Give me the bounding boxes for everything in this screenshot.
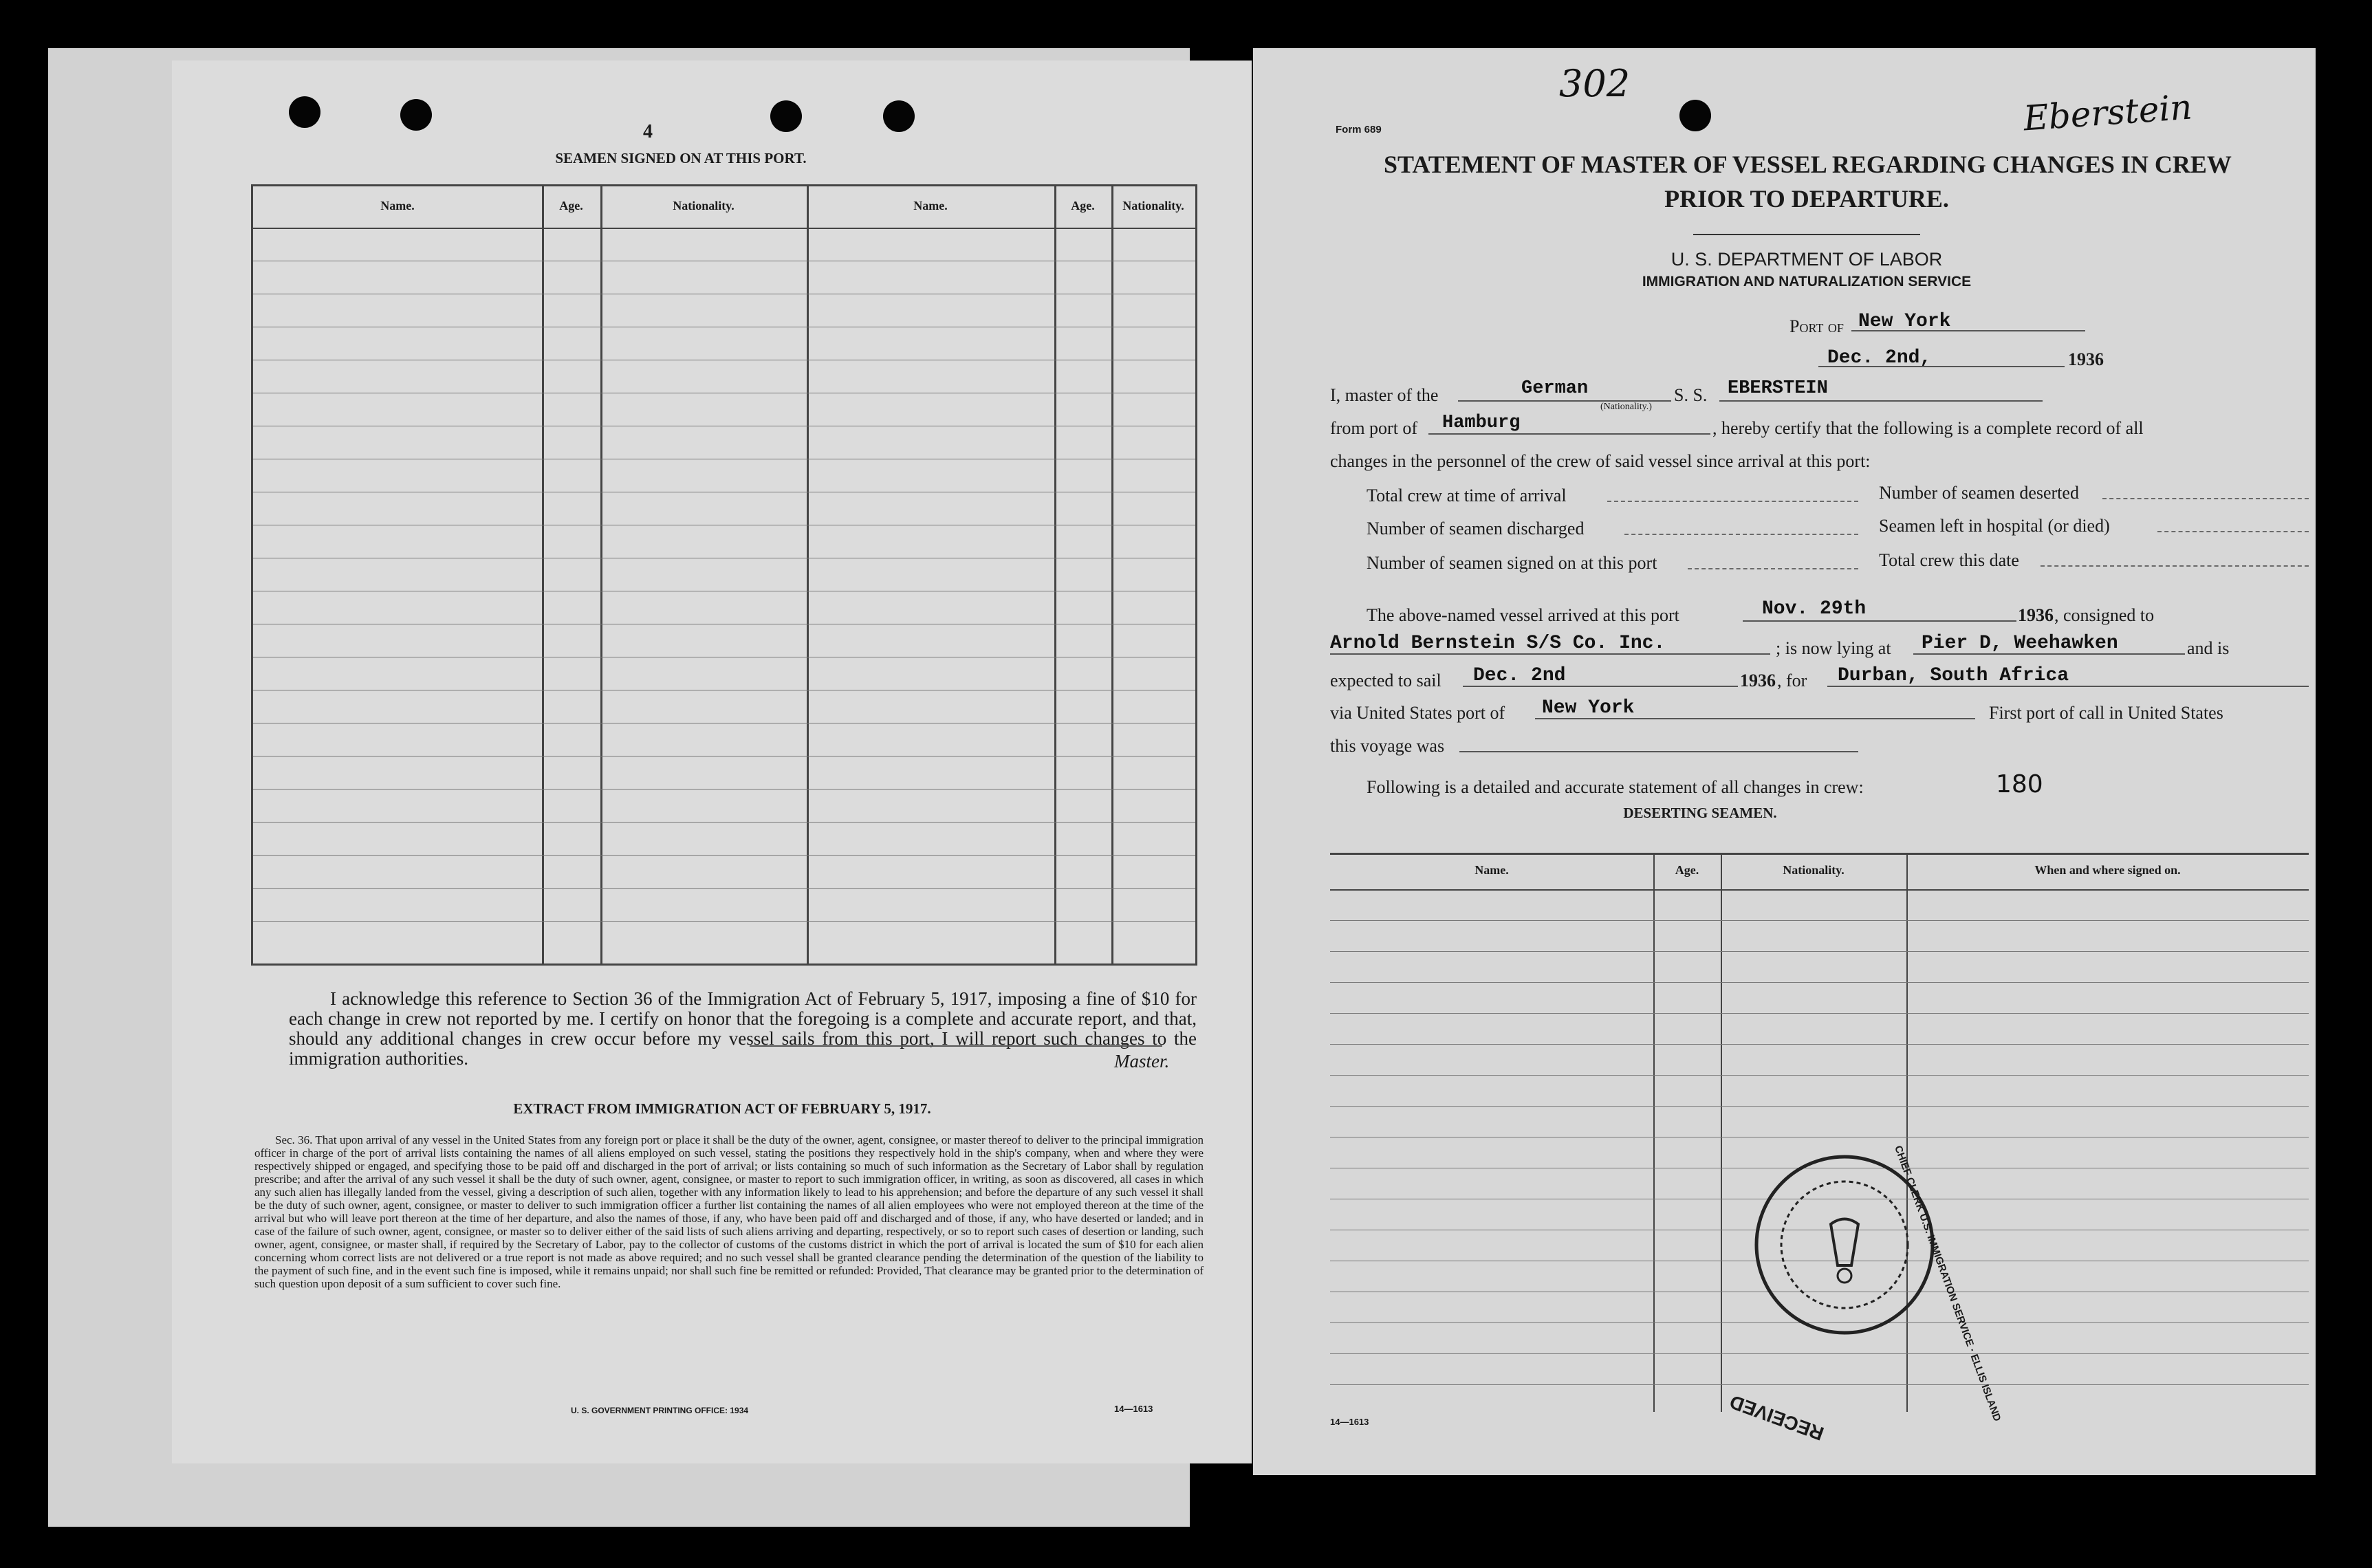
via-label: via United States port of (1330, 703, 1505, 723)
changes-text: changes in the personnel of the crew of said vessel since arrival at this port: (1330, 451, 1871, 471)
from-port-label: from port of (1330, 418, 1418, 438)
crew-count: 180 (1996, 770, 2043, 798)
col-age: Age. (1675, 863, 1699, 877)
department: U. S. DEPARTMENT OF LABOR (1671, 249, 1943, 270)
consignee-value: Arnold Bernstein S/S Co. Inc. (1330, 633, 1666, 654)
this-voyage-label: this voyage was (1330, 736, 1445, 756)
date-year: 1936 (2068, 349, 2104, 369)
punch-hole (400, 99, 432, 131)
expected-sail-label: expected to sail (1330, 671, 1441, 690)
destination: Durban, South Africa (1838, 665, 2069, 686)
acknowledgment: I acknowledge this reference to Section 36 of the Immigration Act of February 5, 1917, imposing a fine of $10 for each change in crew not reported by me. I certify on honor that the foregoing is a complete and accurate report, and that, should any additional changes in crew occur before my vessel sails from this port, I will report such changes to the immigration authorities. (289, 988, 1197, 1069)
ss-label: S. S. (1674, 385, 1708, 405)
stamp-received: RECEIVED (1726, 1391, 1827, 1445)
form-code-left: 14—1613 (1114, 1404, 1153, 1414)
nationality-caption: (Nationality.) (1600, 402, 1652, 412)
handwritten-signature: Eberstein (2022, 87, 2194, 139)
nationality-value: German (1521, 378, 1589, 399)
arrived-year: 1936 (2018, 605, 2054, 625)
first-call-label: First port of call in United States (1989, 703, 2223, 723)
port-value: New York (1858, 311, 1951, 332)
master-label: Master. (1114, 1051, 1170, 1071)
sail-year: 1936 (1740, 671, 1776, 690)
title-line-2: PRIOR TO DEPARTURE. (1664, 185, 1949, 213)
now-lying-label: ; is now lying at (1776, 638, 1891, 658)
extract-title: EXTRACT FROM IMMIGRATION ACT OF FEBRUARY 5, 1917. (513, 1100, 931, 1117)
following-text: Following is a detailed and accurate statement of all changes in crew: (1367, 777, 1864, 797)
deserting-title: DESERTING SEAMEN. (1623, 805, 1777, 821)
punch-hole (770, 100, 802, 132)
printing-office: U. S. GOVERNMENT PRINTING OFFICE: 1934 (571, 1406, 749, 1415)
seamen-signed-title: SEAMEN SIGNED ON AT THIS PORT. (555, 150, 807, 166)
left-hospital-label: Seamen left in hospital (or died) (1879, 516, 2110, 536)
stamp-ring-text: CHIEF CLERK U.S. IMMIGRATION SERVICE · ELLIS ISLAND (1892, 1144, 2003, 1424)
seamen-deserted-label: Number of seamen deserted (1879, 483, 2079, 503)
col-age-2: Age. (1071, 199, 1095, 213)
service: IMMIGRATION AND NATURALIZATION SERVICE (1642, 274, 1972, 290)
certify-text: , hereby certify that the following is a complete record of all (1712, 418, 2144, 438)
for-label: , for (1777, 671, 1807, 690)
col-name: Name. (380, 199, 415, 213)
form-label: Form 689 (1336, 124, 1382, 135)
ship-name: EBERSTEIN (1728, 378, 1828, 399)
col-when-where: When and where signed on. (2034, 863, 2181, 877)
right-page (1253, 48, 2316, 1475)
consigned-to-label: , consigned to (2054, 605, 2155, 625)
punch-hole (1679, 100, 1711, 131)
col-name-2: Name. (913, 199, 948, 213)
col-nationality: Nationality. (1783, 863, 1845, 877)
punch-hole (289, 96, 320, 128)
title-line-1: STATEMENT OF MASTER OF VESSEL REGARDING CHANGES IN CREW (1384, 151, 2232, 178)
extract-text: Sec. 36. That upon arrival of any vessel in the United States from any foreign port or place it shall be the duty of the owner, agent, consignee, or master thereof to deliver to the principal immigration officer in charge of the port of arrival lists containing the names of all aliens employed on such vessel, stating the positions they respectively hold in the ship's company, when and where they were respectively shipped or engaged, and specifying those to be paid off and discharged in the port of arrival; or lists containing so much of such information as the Secretary of Labor shall by regulation prescribe; and after the arrival of any such vessel it shall be the duty of such owner, agent, consignee, or master to report to such immigration officer, in writing, as soon as discovered, all cases in which any such alien has illegally landed from the vessel, giving a description of such alien, together with any information likely to lead to his apprehension; and before the departure of any such vessel it shall be the duty of such owner, agent, consignee, or master to deliver to such immigration officer a further list containing the names of all alien employees who were not employed thereon at the time of the arrival but who will leave port thereon at the time of her departure, and also the names of those, if any, who have been paid off and discharged and of those, if any, who have deserted or landed; and in case of the failure of such owner, agent, consignee, or master so to deliver either of the said lists of such aliens arriving and departing, respectively, or so to report such cases of desertion or landing, such owner, agent, consignee, or master shall, if required by the Secretary of Labor, pay to the collector of customs of the customs district in which the port of arrival is located the sum of $10 for each alien concerning whom correct lists are not delivered or a true report is not made as above required; and no such vessel shall be granted clearance pending the determination of the question of the liability to the payment of such fine, and in the event such fine is imposed, while it remains unpaid; nor shall such fine be remitted or refunded: Provided, That clearance may be granted prior to the determination of such question upon deposit of a sum sufficient to cover such fine. (254, 1133, 1204, 1290)
lying-value: Pier D, Weehawken (1922, 633, 2118, 654)
total-crew-arrival-label: Total crew at time of arrival (1367, 486, 1567, 505)
handwritten-number: 302 (1559, 62, 1631, 105)
arrived-value: Nov. 29th (1762, 598, 1867, 620)
total-crew-date-label: Total crew this date (1879, 550, 2019, 570)
col-name: Name. (1475, 863, 1509, 877)
col-nationality-2: Nationality. (1122, 199, 1184, 213)
page-number: 4 (643, 121, 653, 142)
from-port-value: Hamburg (1442, 413, 1521, 433)
master-of-label: I, master of the (1330, 385, 1439, 405)
col-nationality: Nationality. (673, 199, 735, 213)
left-page (172, 61, 1252, 1463)
signed-on-label: Number of seamen signed on at this port (1367, 553, 1657, 573)
date-value: Dec. 2nd, (1827, 347, 1932, 369)
sail-date: Dec. 2nd (1473, 665, 1566, 686)
seamen-discharged-label: Number of seamen discharged (1367, 519, 1585, 538)
seamen-signed-table (251, 184, 1197, 966)
punch-hole (883, 100, 915, 132)
arrived-label: The above-named vessel arrived at this port (1367, 605, 1679, 625)
port-label: Port of (1789, 316, 1844, 336)
and-is-label: and is (2187, 638, 2230, 658)
col-age: Age. (559, 199, 583, 213)
form-code-right: 14—1613 (1330, 1417, 1369, 1427)
via-value: New York (1542, 697, 1635, 719)
master-signature-line (750, 1045, 1162, 1047)
